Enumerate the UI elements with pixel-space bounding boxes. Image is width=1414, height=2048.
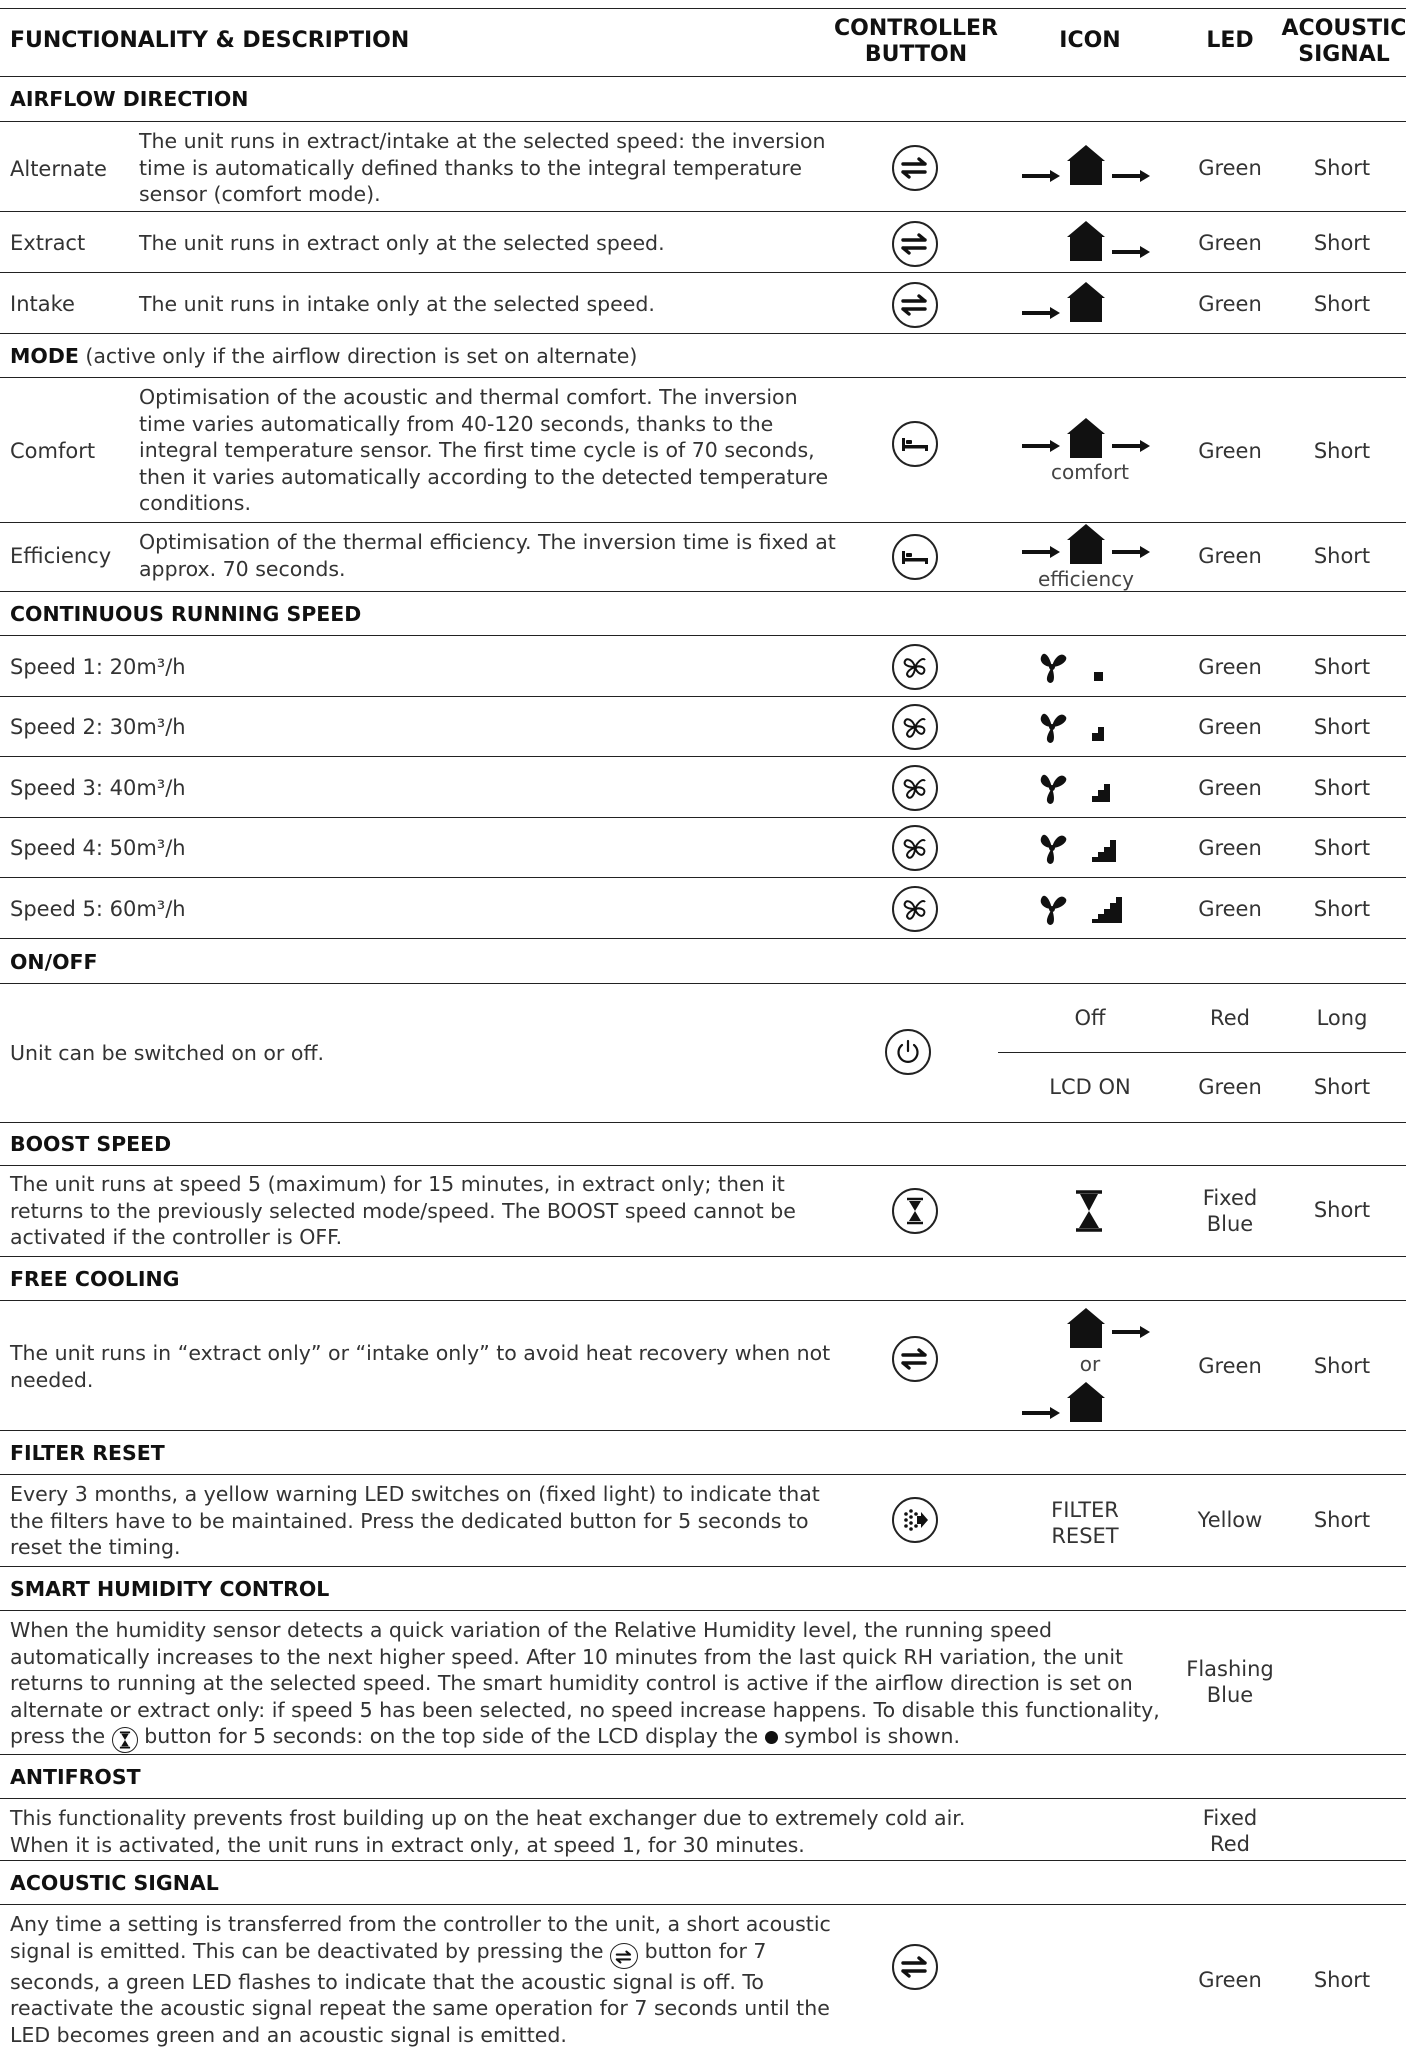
mode-button — [892, 421, 938, 467]
intake-airflow-icon — [1020, 1380, 1154, 1424]
led-boost: Fixed Blue — [1202, 1186, 1258, 1236]
table-top-rule — [0, 8, 1406, 9]
section-title-filter: FILTER RESET — [10, 1441, 165, 1465]
antifrost-desc: This functionality prevents frost building up on the heat exchanger due to extremely cold air. When it is activated, the unit runs in extract only, at speed 1, for 30 minutes. — [10, 1806, 966, 1857]
speed-4-icon — [1036, 826, 1146, 866]
speed-1-icon — [1036, 645, 1146, 685]
header-controller-button: CONTROLLER BUTTON — [834, 16, 998, 67]
section-title-onoff: ON/OFF — [10, 950, 98, 974]
rule — [0, 1904, 1406, 1905]
humidity-desc-b: button for 5 seconds: on the top side of the LCD display the — [144, 1724, 759, 1748]
signal-speed-1: Short — [1313, 655, 1371, 679]
swap-arrows-icon — [900, 1956, 930, 1978]
led-speed-1: Green — [1198, 655, 1262, 679]
led-speed-5: Green — [1198, 897, 1262, 921]
rule — [0, 1798, 1406, 1799]
fan-outline-icon — [899, 893, 931, 925]
direction-button — [892, 145, 938, 191]
led-filter: Yellow — [1197, 1508, 1263, 1532]
rule — [0, 591, 1406, 592]
bed-icon — [900, 435, 930, 453]
led-speed-3: Green — [1198, 776, 1262, 800]
fan-outline-icon — [899, 832, 931, 864]
row-name-extract: Extract — [10, 231, 86, 255]
rule — [0, 522, 1406, 523]
power-button — [885, 1029, 931, 1075]
rule — [0, 756, 1406, 757]
swap-arrows-icon — [900, 157, 930, 179]
extract-airflow-icon — [1020, 1306, 1154, 1350]
signal-alternate: Short — [1313, 156, 1371, 180]
row-desc-intake: The unit runs in intake only at the selected speed. — [139, 292, 655, 316]
signal-acoustic: Short — [1313, 1968, 1371, 1992]
filter-icon — [900, 1506, 930, 1534]
signal-extract: Short — [1313, 231, 1371, 255]
rule — [0, 377, 1406, 378]
swap-arrows-icon — [610, 1943, 638, 1969]
row-name-speed-5: Speed 5: 60m³/h — [10, 897, 186, 921]
led-efficiency: Green — [1198, 544, 1262, 568]
rule — [0, 938, 1406, 939]
direction-button — [892, 1944, 938, 1990]
header-functionality: FUNCTIONALITY & DESCRIPTION — [10, 28, 410, 53]
led-antifrost: Fixed Red — [1202, 1806, 1258, 1856]
row-name-speed-3: Speed 3: 40m³/h — [10, 776, 186, 800]
led-lcd-on: Green — [1198, 1075, 1262, 1099]
rule — [0, 1566, 1406, 1567]
rule — [0, 1474, 1406, 1475]
rule — [0, 817, 1406, 818]
speed-2-icon — [1036, 705, 1146, 745]
freecooling-or: or — [1079, 1352, 1101, 1376]
humidity-desc-a: When the humidity sensor detects a quick variation of the Relative Humidity level, the running speed automatically increases to the next higher speed. After 10 minutes from the last quick RH variation, the unit returns to running at the selected speed. The smart humidity control is active if the airflow direction is set on alternate or extract only: if speed 5 has been selected, no speed increase happens. To disable this functionality, press the — [10, 1618, 1160, 1748]
section-title-boost: BOOST SPEED — [10, 1132, 172, 1156]
led-comfort: Green — [1198, 439, 1262, 463]
extract-airflow-icon — [1020, 219, 1154, 263]
rule — [0, 1256, 1406, 1257]
led-speed-4: Green — [1198, 836, 1262, 860]
speed-3-icon — [1036, 766, 1146, 806]
section-title-antifrost: ANTIFROST — [10, 1765, 141, 1789]
power-icon — [894, 1038, 922, 1066]
row-name-speed-2: Speed 2: 30m³/h — [10, 715, 186, 739]
onoff-desc: Unit can be switched on or off. — [10, 1041, 325, 1065]
fan-button — [892, 704, 938, 750]
fan-button — [892, 886, 938, 932]
section-title-acoustic: ACOUSTIC SIGNAL — [10, 1871, 219, 1895]
rule — [0, 1300, 1406, 1301]
rule — [0, 121, 1406, 122]
freecooling-desc: The unit runs in “extract only” or “intake only” to avoid heat recovery when not needed. — [10, 1341, 831, 1392]
fan-outline-icon — [899, 711, 931, 743]
humidity-desc — [10, 1617, 1175, 1753]
row-name-efficiency: Efficiency — [10, 544, 112, 568]
led-acoustic: Green — [1198, 1968, 1262, 1992]
intake-airflow-icon — [1020, 280, 1154, 324]
header-acoustic-signal: ACOUSTIC SIGNAL — [1281, 16, 1407, 67]
boost-button — [892, 1188, 938, 1234]
direction-button — [892, 282, 938, 328]
row-name-speed-4: Speed 4: 50m³/h — [10, 836, 186, 860]
comfort-mode-icon — [1020, 418, 1154, 462]
efficiency-icon-label: efficiency — [1037, 567, 1134, 591]
section-title-mode — [10, 344, 637, 368]
swap-arrows-icon — [900, 1348, 930, 1370]
efficiency-mode-icon — [1020, 524, 1154, 568]
row-desc-extract: The unit runs in extract only at the selected speed. — [139, 231, 665, 255]
speed-5-icon — [1036, 887, 1146, 927]
rule — [0, 1860, 1406, 1861]
hourglass-icon — [112, 1727, 138, 1753]
header-led: LED — [1206, 28, 1254, 53]
signal-comfort: Short — [1313, 439, 1371, 463]
signal-intake: Short — [1313, 292, 1371, 316]
section-title-humidity: SMART HUMIDITY CONTROL — [10, 1577, 330, 1601]
led-freecooling: Green — [1198, 1354, 1262, 1378]
signal-filter: Short — [1313, 1508, 1371, 1532]
rule — [0, 1610, 1406, 1611]
header-rule — [0, 76, 1406, 77]
comfort-icon-label: comfort — [1050, 460, 1130, 484]
rule — [0, 333, 1406, 334]
direction-button — [892, 1336, 938, 1382]
signal-speed-5: Short — [1313, 897, 1371, 921]
row-desc-comfort: Optimisation of the acoustic and thermal comfort. The inversion time varies automatically from 40-120 seconds, thanks to the integral temperature sensor. The first time cycle is of 70 seconds, then it varies automatically according to the detected temperature conditions. — [139, 385, 829, 515]
row-name-intake: Intake — [10, 292, 75, 316]
section-title-speed: CONTINUOUS RUNNING SPEED — [10, 602, 362, 626]
rule — [0, 1122, 1406, 1123]
fan-outline-icon — [899, 651, 931, 683]
rule — [0, 635, 1406, 636]
rule — [0, 696, 1406, 697]
led-humidity: Flashing Blue — [1186, 1657, 1274, 1707]
filter-desc: Every 3 months, a yellow warning LED switches on (fixed light) to indicate that the filters have to be maintained. Press the dedicated button for 5 seconds to reset the timing. — [10, 1482, 820, 1559]
signal-boost: Short — [1313, 1198, 1371, 1222]
signal-off: Long — [1316, 1006, 1368, 1030]
rule — [0, 877, 1406, 878]
mode-title-note: (active only if the airflow direction is set on alternate) — [78, 344, 638, 368]
signal-speed-2: Short — [1313, 715, 1371, 739]
row-name-speed-1: Speed 1: 20m³/h — [10, 655, 186, 679]
boost-desc: The unit runs at speed 5 (maximum) for 15 minutes, in extract only; then it returns to the previously selected mode/speed. The BOOST speed cannot be activated if the controller is OFF. — [10, 1172, 796, 1249]
led-speed-2: Green — [1198, 715, 1262, 739]
swap-arrows-icon — [900, 233, 930, 255]
direction-button — [892, 221, 938, 267]
row-name-alternate: Alternate — [10, 157, 107, 181]
hourglass-icon — [1074, 1189, 1104, 1233]
rule — [0, 211, 1406, 212]
rule — [0, 1165, 1406, 1166]
swap-arrows-icon — [900, 294, 930, 316]
fan-button — [892, 644, 938, 690]
bed-icon — [900, 548, 930, 566]
fan-button — [892, 765, 938, 811]
header-icon: ICON — [1059, 28, 1121, 53]
onoff-state-off: Off — [1074, 1006, 1106, 1030]
fan-outline-icon — [899, 772, 931, 804]
acoustic-desc-b: button for 7 seconds, a green LED flashes to indicate that the acoustic signal is off. To reactivate the acoustic signal repeat the same operation for 7 seconds until the LED becomes green and an acoustic signal is emitted. — [10, 1938, 830, 2047]
mode-title-bold: MODE — [10, 344, 79, 368]
acoustic-desc — [10, 1911, 840, 2048]
signal-freecooling: Short — [1313, 1354, 1371, 1378]
led-alternate: Green — [1198, 156, 1262, 180]
alternate-airflow-icon — [1020, 143, 1154, 187]
led-off: Red — [1210, 1006, 1250, 1030]
signal-lcd-on: Short — [1313, 1075, 1371, 1099]
hourglass-icon — [904, 1197, 926, 1225]
onoff-state-lcd-on: LCD ON — [1049, 1075, 1131, 1099]
led-extract: Green — [1198, 231, 1262, 255]
rule — [0, 1754, 1406, 1755]
section-title-airflow: AIRFLOW DIRECTION — [10, 87, 249, 111]
row-desc-efficiency: Optimisation of the thermal efficiency. The inversion time is fixed at approx. 70 seconds. — [139, 530, 836, 581]
acoustic-desc-a: Any time a setting is transferred from the controller to the unit, a short acoustic signal is emitted. This can be deactivated by pressing the — [10, 1912, 831, 1963]
signal-speed-3: Short — [1313, 776, 1371, 800]
rule — [0, 1430, 1406, 1431]
signal-speed-4: Short — [1313, 836, 1371, 860]
mode-button — [892, 534, 938, 580]
led-intake: Green — [1198, 292, 1262, 316]
row-desc-alternate: The unit runs in extract/intake at the selected speed: the inversion time is automatically defined thanks to the integral temperature sensor (comfort mode). — [139, 129, 826, 206]
filter-reset-button — [892, 1497, 938, 1543]
rule — [998, 1052, 1406, 1053]
humidity-desc-c: symbol is shown. — [784, 1724, 961, 1748]
fan-button — [892, 825, 938, 871]
signal-efficiency: Short — [1313, 544, 1371, 568]
row-name-comfort: Comfort — [10, 439, 96, 463]
rule — [0, 983, 1406, 984]
dot-symbol-icon — [765, 1731, 778, 1744]
section-title-freecooling: FREE COOLING — [10, 1267, 180, 1291]
rule — [0, 272, 1406, 273]
filter-icon-text: FILTER RESET — [1051, 1498, 1119, 1548]
